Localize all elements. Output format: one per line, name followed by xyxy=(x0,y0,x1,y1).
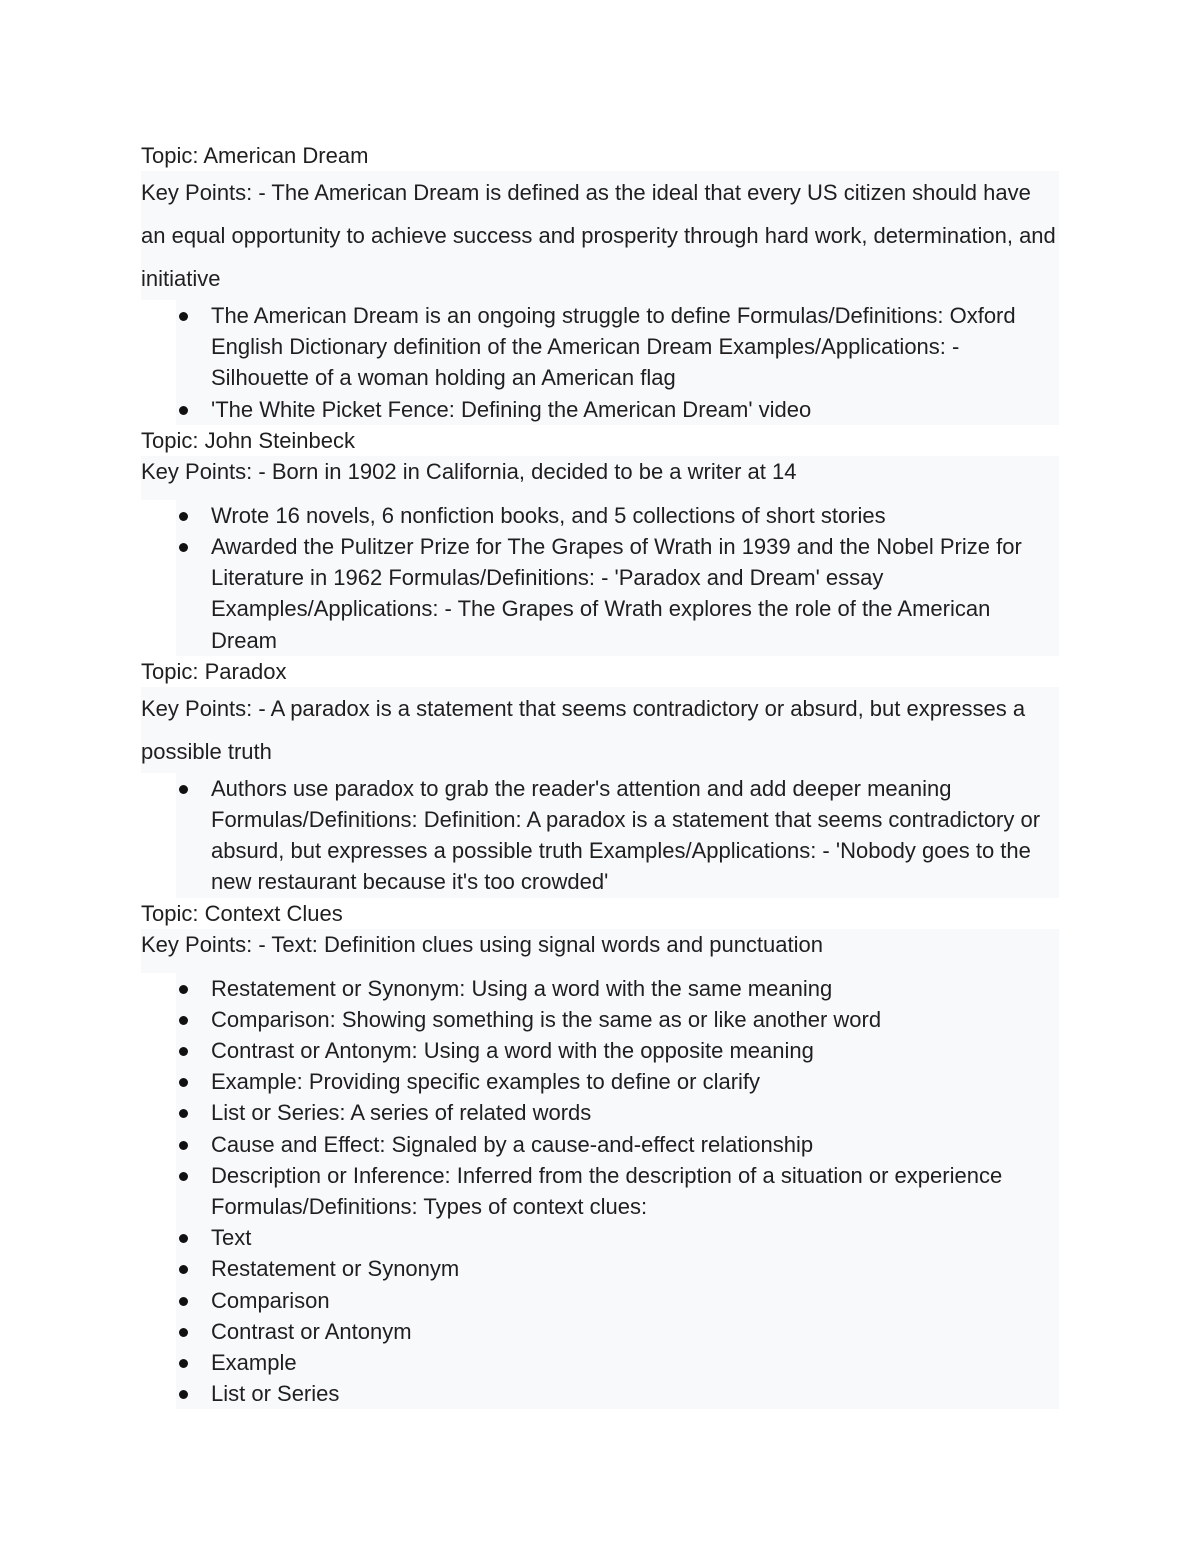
list-item-text: Wrote 16 novels, 6 nonfiction books, and 5 collections of short stories xyxy=(211,502,886,528)
bullet-icon xyxy=(179,1109,188,1118)
list-item-text: List or Series xyxy=(211,1381,340,1407)
list-item xyxy=(176,1222,1059,1253)
list-item-text: Contrast or Antonym xyxy=(211,1318,412,1344)
list-item xyxy=(176,1004,1059,1035)
list-item xyxy=(176,1066,1059,1097)
bullet-icon xyxy=(179,1265,188,1274)
list-item xyxy=(176,1160,1059,1222)
list-item-text: Cause and Effect: Signaled by a cause-and-effect relationship xyxy=(211,1131,814,1157)
list-item-text: Comparison xyxy=(211,1287,330,1313)
list-item-text: Text xyxy=(211,1225,252,1251)
list-item-text: Example xyxy=(211,1350,297,1376)
bullet-icon xyxy=(179,1297,188,1306)
bullet-icon xyxy=(179,1234,188,1243)
list-item xyxy=(176,1378,1059,1409)
bullet-icon xyxy=(179,785,188,794)
list-item xyxy=(176,773,1059,898)
list-item-text: Example: Providing specific examples to define or clarify xyxy=(211,1069,761,1095)
bullet-list xyxy=(176,500,1059,656)
list-item-text: Authors use paradox to grab the reader's attention and add deeper meaning Formulas/Definitions: Definition: A paradox is a statement that seems contradictory or absurd, but expresses a possible truth Examples/Applications: - 'Nobody goes to the new restaurant because it's too crowded' xyxy=(211,775,1041,895)
list-item xyxy=(176,1253,1059,1284)
list-item xyxy=(176,531,1059,656)
bullet-icon xyxy=(179,543,188,552)
bullet-icon xyxy=(179,406,188,415)
topic-heading: Topic: American Dream xyxy=(141,143,369,168)
list-item-text: Contrast or Antonym: Using a word with the opposite meaning xyxy=(211,1038,814,1064)
key-points-paragraph: Key Points: - The American Dream is defined as the ideal that every US citizen should have an equal opportunity to achieve success and prosperity through hard work, determination, and initiative xyxy=(141,171,1059,300)
list-item xyxy=(176,1316,1059,1347)
bullet-icon xyxy=(179,1359,188,1368)
list-item xyxy=(176,1035,1059,1066)
list-item-text: Restatement or Synonym xyxy=(211,1256,460,1282)
list-item xyxy=(176,1097,1059,1128)
list-item xyxy=(176,1285,1059,1316)
list-item-text: Restatement or Synonym: Using a word with the same meaning xyxy=(211,975,833,1001)
list-item xyxy=(176,500,1059,531)
bullet-icon xyxy=(179,512,188,521)
list-item-text: Description or Inference: Inferred from the description of a situation or experience Formulas/Definitions: Types of context clues: xyxy=(211,1162,1003,1220)
list-item-text: Comparison: Showing something is the same as or like another word xyxy=(211,1006,882,1032)
bullet-icon xyxy=(179,1047,188,1056)
key-points-paragraph: Key Points: - Text: Definition clues using signal words and punctuation xyxy=(141,929,1059,973)
list-item xyxy=(176,1129,1059,1160)
topic-heading: Topic: Context Clues xyxy=(141,900,343,926)
key-points-paragraph: Key Points: - Born in 1902 in California, decided to be a writer at 14 xyxy=(141,456,1059,500)
list-item-text: Awarded the Pulitzer Prize for The Grapes of Wrath in 1939 and the Nobel Prize for Literature in 1962 Formulas/Definitions: - 'Paradox and Dream' essay Examples/Applications: - The Grapes of Wrath explores the role of the American Dream xyxy=(211,534,1022,653)
bullet-icon xyxy=(179,1078,188,1087)
bullet-icon xyxy=(179,985,188,994)
list-item xyxy=(176,1347,1059,1378)
list-item-text: List or Series: A series of related words xyxy=(211,1100,592,1126)
bullet-icon xyxy=(179,1141,188,1150)
bullet-list xyxy=(176,773,1059,898)
list-item xyxy=(176,973,1059,1004)
bullet-list xyxy=(176,300,1059,425)
topic-heading: Topic: Paradox xyxy=(141,658,287,684)
document-page xyxy=(141,140,1061,1409)
key-points-paragraph: Key Points: - A paradox is a statement that seems contradictory or absurd, but expresses a possible truth xyxy=(141,687,1059,773)
list-item xyxy=(176,394,1059,425)
bullet-icon xyxy=(179,1390,188,1399)
bullet-list xyxy=(176,973,1059,1410)
list-item-text: The American Dream is an ongoing struggle to define Formulas/Definitions: Oxford English Dictionary definition of the American Dream Examples/Applications: - Silhouette of a woman holding an American flag xyxy=(211,303,1016,391)
list-item-text: 'The White Picket Fence: Defining the American Dream' video xyxy=(211,396,812,422)
bullet-icon xyxy=(179,1328,188,1337)
bullet-icon xyxy=(179,1016,188,1025)
bullet-icon xyxy=(179,312,188,321)
bullet-icon xyxy=(179,1172,188,1181)
topic-heading: Topic: John Steinbeck xyxy=(141,427,356,453)
list-item xyxy=(176,300,1059,394)
